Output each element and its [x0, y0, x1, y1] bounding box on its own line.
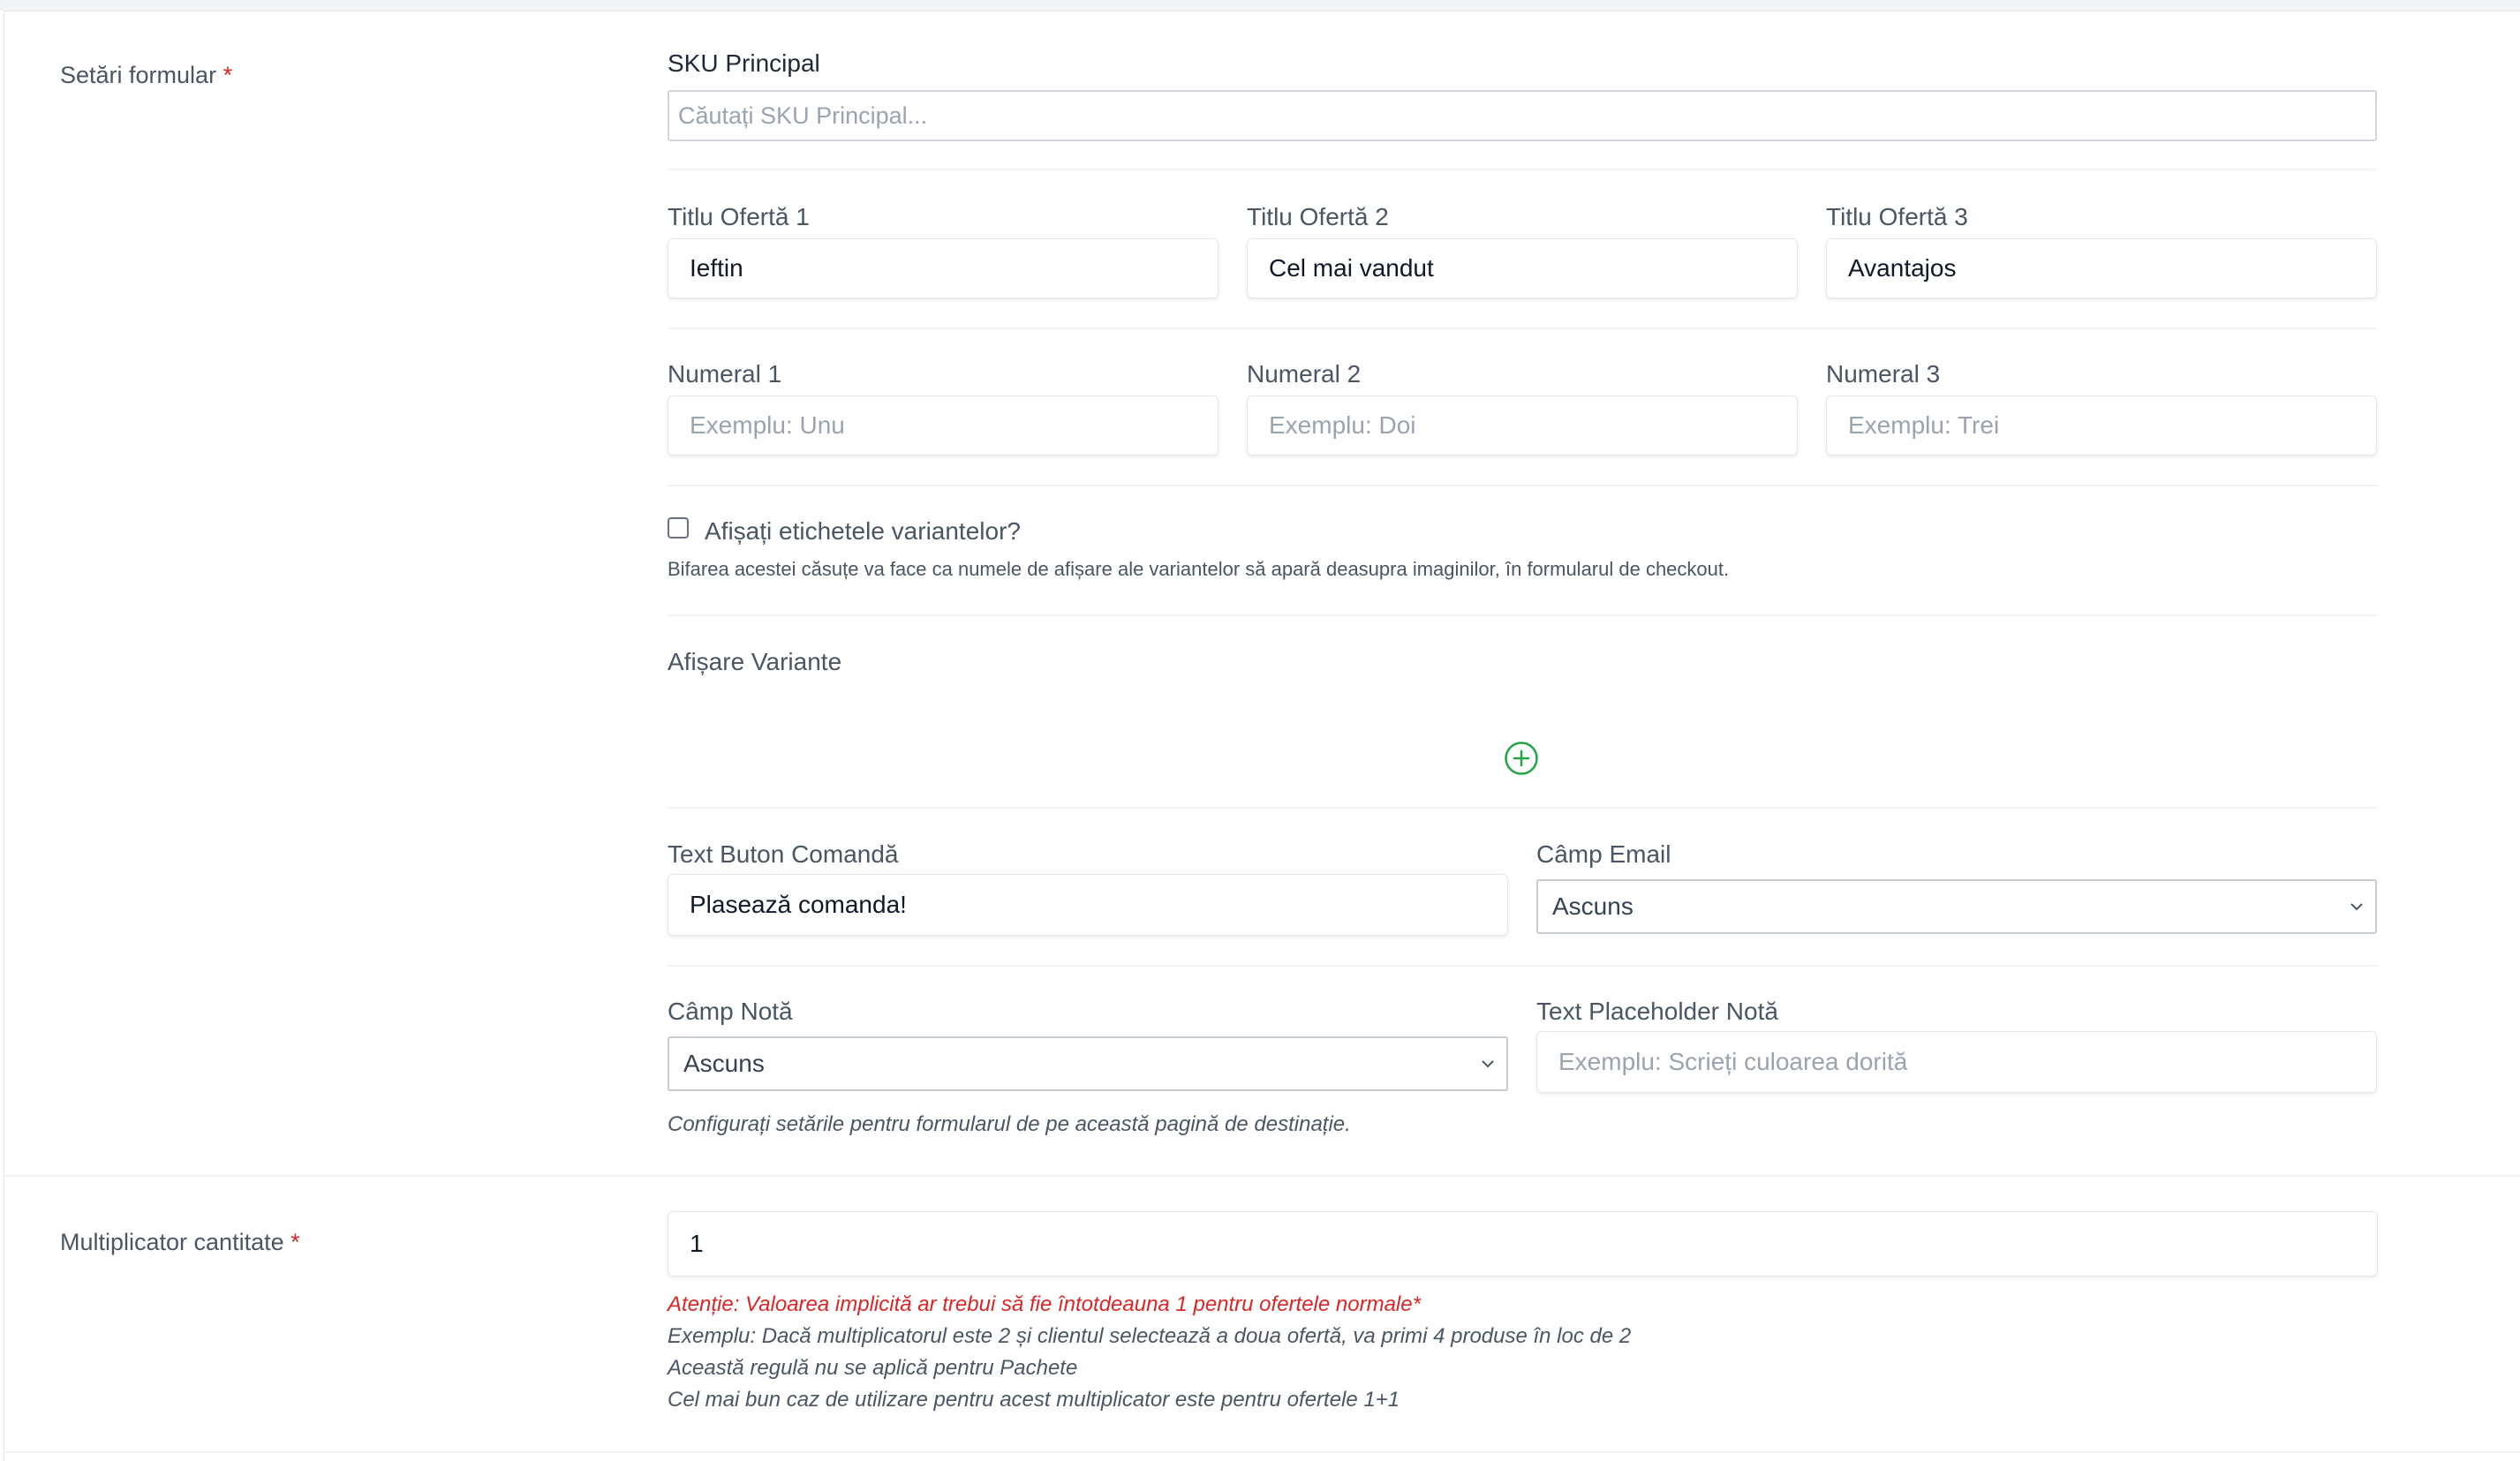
top-strip	[0, 0, 2520, 11]
numeral-2-input[interactable]	[1247, 395, 1798, 456]
email-field-label: Câmp Email	[1536, 840, 1671, 868]
offer-title-2-input[interactable]	[1247, 238, 1798, 298]
section-divider	[4, 1175, 2520, 1177]
email-field-select[interactable]	[1536, 879, 2377, 934]
numeral-3-label: Numeral 3	[1826, 360, 1941, 388]
sku-search-input[interactable]	[668, 90, 2377, 141]
plus-circle-icon	[1504, 741, 1539, 776]
offer-title-1-label: Titlu Ofertă 1	[668, 203, 810, 230]
divider	[668, 807, 2377, 809]
form-settings-label-text: Setări formular	[60, 62, 217, 88]
note-placeholder-label: Text Placeholder Notă	[1536, 998, 1778, 1025]
divider	[668, 485, 2377, 486]
section-divider	[4, 1451, 2520, 1453]
chevron-down-icon	[2347, 897, 2366, 916]
chevron-down-icon	[1478, 1054, 1498, 1073]
required-mark: *	[223, 62, 233, 88]
quantity-multiplier-warning: Atenție: Valoarea implicită ar trebui să fie întotdeauna 1 pentru ofertele normale*	[668, 1292, 1421, 1316]
sku-label: SKU Principal	[668, 49, 820, 77]
required-mark: *	[290, 1229, 300, 1255]
numeral-1-input[interactable]	[668, 395, 1219, 456]
offer-title-2-label: Titlu Ofertă 2	[1247, 203, 1389, 230]
numeral-3-input[interactable]	[1826, 395, 2377, 456]
variants-display-label: Afișare Variante	[668, 648, 842, 675]
note-field-selected-value: Ascuns	[683, 1050, 765, 1077]
form-settings-label	[60, 62, 232, 89]
form-settings-help: Configurați setările pentru formularul de pe această pagină de destinație.	[668, 1112, 1351, 1136]
numeral-2-label: Numeral 2	[1247, 360, 1362, 388]
divider	[668, 965, 2377, 967]
variant-labels-checkbox[interactable]	[668, 517, 689, 538]
quantity-multiplier-label-text: Multiplicator cantitate	[60, 1229, 284, 1255]
add-variant-button[interactable]	[1504, 741, 1539, 776]
quantity-multiplier-label	[60, 1229, 300, 1256]
quantity-multiplier-note: Această regulă nu se aplică pentru Pachete	[668, 1356, 1078, 1380]
order-button-text-input[interactable]	[668, 874, 1508, 936]
offer-title-3-input[interactable]	[1826, 238, 2377, 298]
offer-title-1-input[interactable]	[668, 238, 1219, 298]
divider	[668, 328, 2377, 329]
quantity-multiplier-note: Cel mai bun caz de utilizare pentru acest multiplicator este pentru ofertele 1+1	[668, 1388, 1400, 1412]
divider	[668, 614, 2377, 616]
note-placeholder-input[interactable]	[1536, 1031, 2377, 1093]
variant-labels-label: Afișați etichetele variantelor?	[705, 517, 1021, 545]
variant-labels-help: Bifarea acestei căsuțe va face ca numele de afișare ale variantelor să apară deasupra imaginilor, în formularul de checkout.	[668, 558, 1730, 580]
divider	[668, 169, 2377, 170]
order-button-text-label: Text Buton Comandă	[668, 840, 899, 868]
quantity-multiplier-input[interactable]	[668, 1211, 2378, 1276]
email-field-selected-value: Ascuns	[1552, 892, 1633, 920]
note-field-label: Câmp Notă	[668, 998, 793, 1025]
offer-title-3-label: Titlu Ofertă 3	[1826, 203, 1968, 230]
quantity-multiplier-note: Exemplu: Dacă multiplicatorul este 2 și clientul selectează a doua ofertă, va primi 4 produse în loc de 2	[668, 1324, 1632, 1348]
numeral-1-label: Numeral 1	[668, 360, 782, 388]
note-field-select[interactable]	[668, 1036, 1508, 1091]
